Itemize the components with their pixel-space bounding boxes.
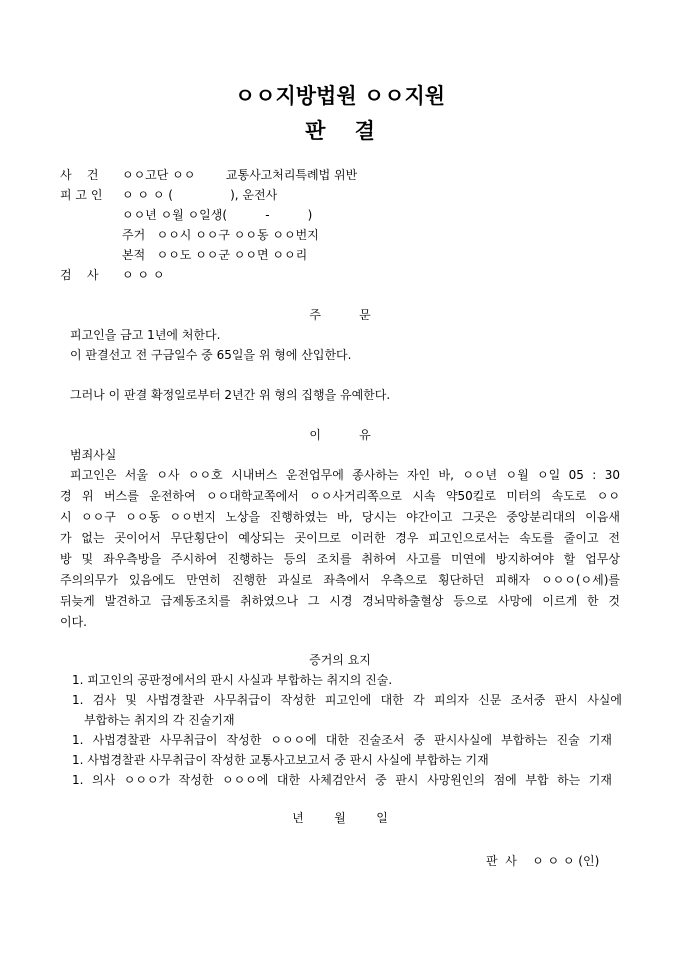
crime-facts-line: 피고인은 서울 ㅇ사 ㅇㅇ호 시내버스 운전업무에 종사하는 자인 바, ㅇㅇ년 ㅇ월 ㅇ일 05 : 30: [70, 468, 620, 482]
prosecutor-label: 검 사: [60, 268, 99, 282]
order-heading: 주 문: [309, 308, 371, 322]
defendant-residence: 주거 ㅇㅇ시 ㅇㅇ구 ㅇㅇ동 ㅇㅇ번지: [122, 228, 319, 242]
evidence-item: 1. 사법경찰관 사무취급이 작성한 ㅇㅇㅇ에 대한 진술조서 중 판시사실에 부합하는 진술 기재: [72, 733, 612, 747]
crime-facts-line: 이다.: [60, 615, 87, 629]
defendant-domicile: 본적 ㅇㅇ도 ㅇㅇ군 ㅇㅇ면 ㅇㅇ리: [122, 248, 308, 262]
crime-facts-line: 주의의무가 있음에도 만연히 진행한 과실로 좌측에서 우측으로 횡단하던 피해자 ㅇㅇㅇ(ㅇ세)를: [60, 573, 620, 587]
order-line: 이 판결선고 전 구금일수 중 65일을 위 형에 산입한다.: [70, 348, 352, 362]
prosecutor-value: ㅇ ㅇ ㅇ: [122, 268, 165, 282]
defendant-label: 피 고 인: [60, 188, 103, 202]
court-name: ㅇㅇ지방법원 ㅇㅇ지원: [234, 83, 446, 108]
document-type: 판 결: [305, 118, 375, 143]
crime-facts-line: 시 ㅇㅇ구 ㅇㅇ동 ㅇㅇ번지 노상을 진행하였는 바, 당시는 야간이고 그곳은 중앙분리대의 이음새: [60, 510, 620, 524]
crime-facts-line: 뒤늦게 발견하고 급제동조치를 취하였으나 그 시경 경뇌막하출혈상 등으로 사망에 이르게 한 것: [60, 594, 620, 608]
crime-facts-line: 경 위 버스를 운전하여 ㅇㅇ대학교쪽에서 ㅇㅇ사거리쪽으로 시속 약50킬로 미터의 속도로 ㅇㅇ: [60, 489, 620, 503]
evidence-item: 1. 피고인의 공판정에서의 판시 사실과 부합하는 취지의 진술.: [72, 673, 393, 687]
evidence-heading: 증거의 요지: [309, 653, 371, 667]
order-line: 그러나 이 판결 확정일로부터 2년간 위 형의 집행을 유예한다.: [70, 388, 391, 402]
evidence-item-continued: 부합하는 취지의 각 진술기재: [84, 713, 235, 727]
defendant-birth: ㅇㅇ년 ㅇ월 ㅇ일생( - ): [122, 208, 313, 222]
judgment-date: 년 월 일: [292, 811, 388, 825]
order-line: 피고인을 금고 1년에 처한다.: [70, 328, 221, 342]
evidence-item: 1. 검사 및 사법경찰관 사무취급이 작성한 피고인에 대한 각 피의자 신문 조서중 판시 사실에: [72, 693, 622, 707]
defendant-value: ㅇ ㅇ ㅇ ( ), 운전사: [122, 188, 278, 202]
evidence-item: 1. 의사 ㅇㅇㅇ가 작성한 ㅇㅇㅇ에 대한 사체검안서 중 판시 사망원인의 점에 부합 하는 기재: [72, 773, 612, 787]
case-label: 사 건: [60, 168, 99, 182]
judge-signature: 판 사 ㅇ ㅇ ㅇ (인): [486, 854, 600, 868]
reason-heading: 이 유: [309, 428, 371, 442]
evidence-item: 1. 사법경찰관 사무취급이 작성한 교통사고보고서 중 판시 사실에 부합하는 기재: [72, 753, 489, 767]
case-value: ㅇㅇ고단 ㅇㅇ 교통사고처리특례법 위반: [122, 168, 358, 182]
crime-facts-line: 방 및 좌우측방을 주시하여 진행하는 등의 조치를 취하여 사고를 미연에 방지하여야 할 업무상: [60, 552, 620, 566]
crime-facts-line: 가 없는 곳이어서 무단횡단이 예상되는 곳이므로 이러한 경우 피고인으로서는 속도를 줄이고 전: [60, 531, 620, 545]
crime-facts-heading: 범죄사실: [70, 448, 117, 462]
